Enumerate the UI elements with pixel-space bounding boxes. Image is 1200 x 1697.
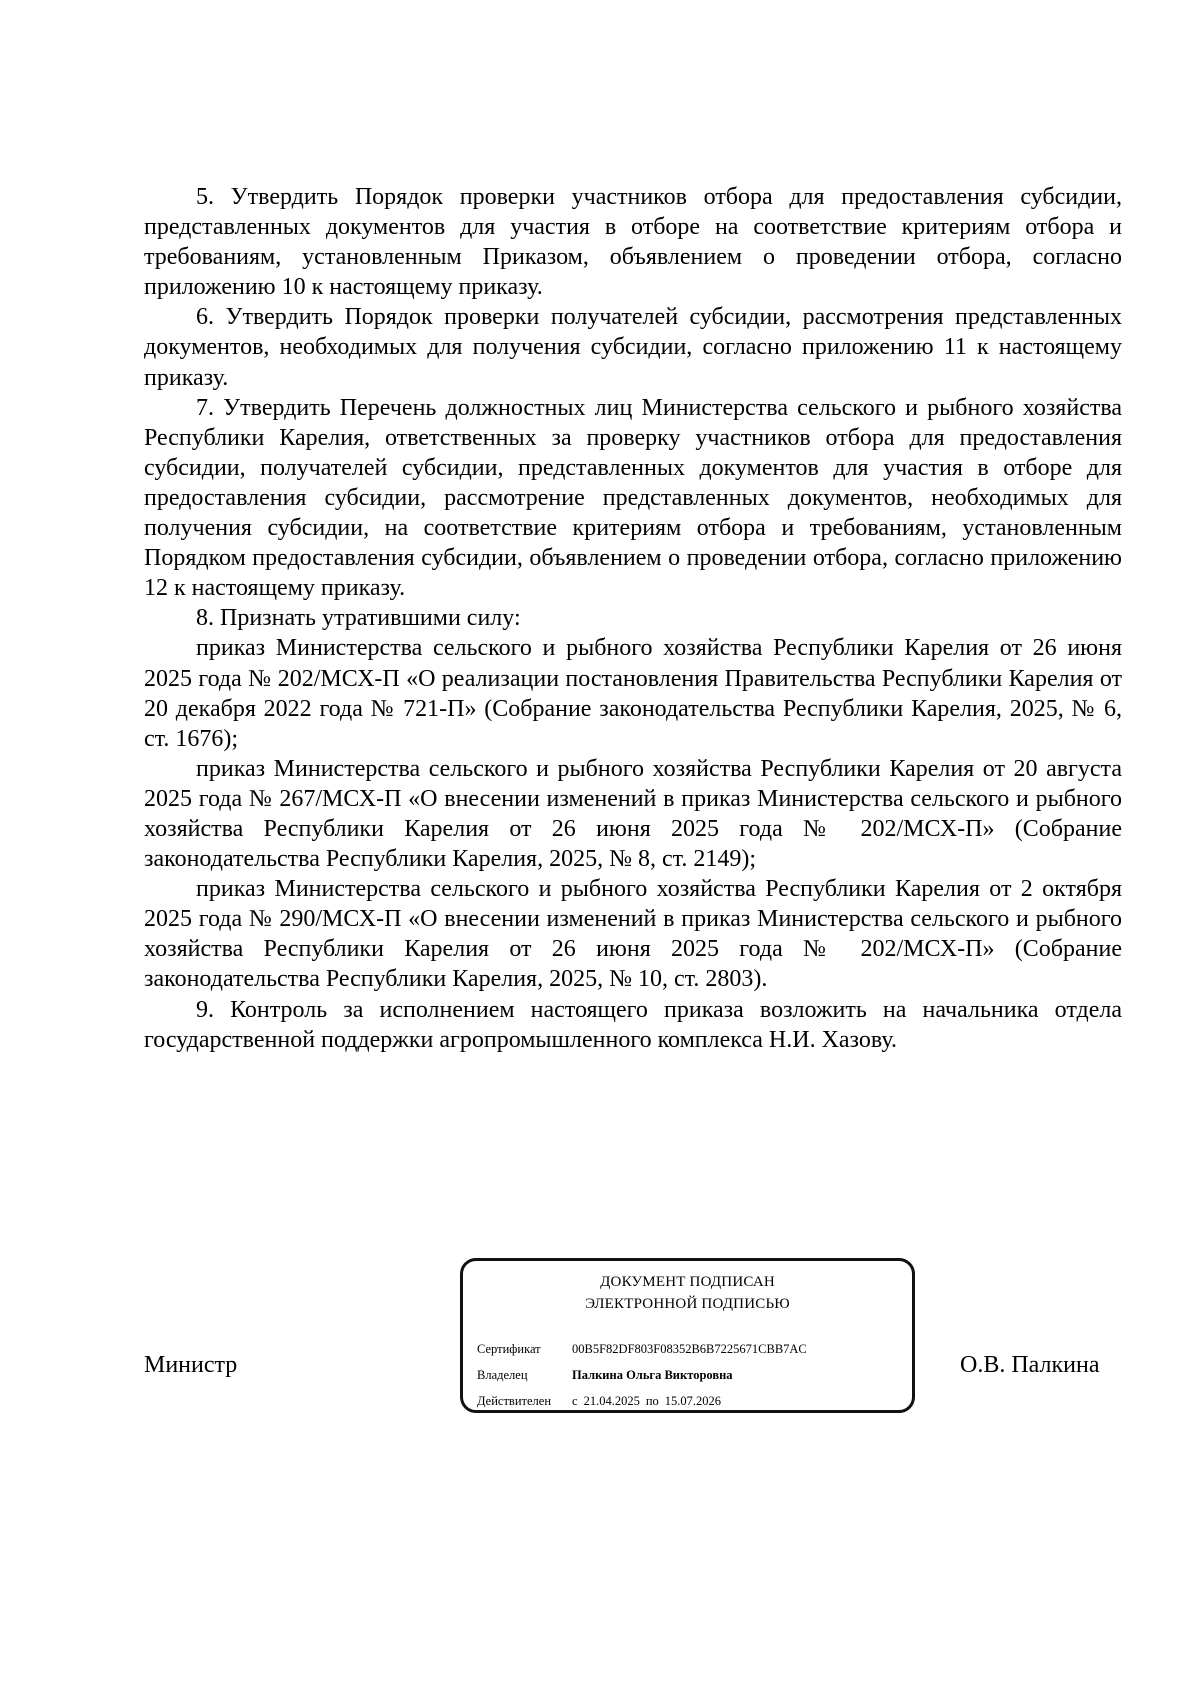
certificate-label: Сертификат <box>477 1342 541 1356</box>
stamp-owner-row <box>477 1362 807 1388</box>
valid-label: Действителен <box>477 1394 552 1408</box>
paragraph-item-9: 9. Контроль за исполнением настоящего приказа возложить на начальника отдела государственной поддержки агропромышленного комплекса Н.И. Хазову. <box>144 996 1122 1053</box>
valid-to-prefix: по <box>645 1394 659 1408</box>
stamp-title-line-1: ДОКУМЕНТ ПОДПИСАН <box>600 1274 775 1290</box>
stamp-validity-row <box>477 1388 807 1414</box>
stamp-header <box>463 1271 912 1315</box>
valid-from-date: 21.04.2025 <box>583 1394 640 1408</box>
electronic-signature-stamp <box>460 1258 915 1413</box>
stamp-title-line-2: ЭЛЕКТРОННОЙ ПОДПИСЬЮ <box>585 1296 790 1312</box>
signer-position: Министр <box>144 1352 238 1378</box>
signer-name: О.В. Палкина <box>960 1352 1100 1378</box>
repealed-order-2: приказ Министерства сельского и рыбного хозяйства Республики Карелия от 20 августа 2025 года № 267/МСХ-П «О внесении изменений в приказ Министерства сельского и рыбного хозяйства Республики Карелия от 26 июня 2025 года № 202/МСХ-П» (Собрание законодательства Республики Карелия, 2025, № 8, ст. 2149); <box>144 755 1122 873</box>
owner-value: Палкина Ольга Викторовна <box>572 1368 733 1382</box>
valid-from-prefix: с <box>572 1394 578 1408</box>
repealed-order-3: приказ Министерства сельского и рыбного хозяйства Республики Карелия от 2 октября 2025 года № 290/МСХ-П «О внесении изменений в приказ Министерства сельского и рыбного хозяйства Республики Карелия от 26 июня 2025 года № 202/МСХ-П» (Собрание законодательства Республики Карелия, 2025, № 10, ст. 2803). <box>144 876 1122 993</box>
valid-to-date: 15.07.2026 <box>664 1394 722 1408</box>
certificate-value: 00B5F82DF803F08352B6B7225671CBB7AC <box>572 1342 807 1356</box>
stamp-certificate-row <box>477 1336 807 1362</box>
stamp-details <box>477 1336 807 1414</box>
paragraph-item-8: 8. Признать утратившими силу: <box>196 605 521 632</box>
document-body <box>144 182 1122 1055</box>
paragraph-item-5: 5. Утвердить Порядок проверки участников отбора для предоставления субсидии, представленных документов для участия в отборе на соответствие критериям отбора и требованиям, установленным Приказом, объявлением о проведении отбора, согласно приложению 10 к настоящему приказу. <box>144 184 1122 301</box>
paragraph-item-6: 6. Утвердить Порядок проверки получателей субсидии, рассмотрения представленных документов, необходимых для получения субсидии, согласно приложению 11 к настоящему приказу. <box>144 304 1122 391</box>
repealed-order-1: приказ Министерства сельского и рыбного хозяйства Республики Карелия от 26 июня 2025 года № 202/МСХ-П «О реализации постановления Правительства Республики Карелия от 20 декабря 2022 года № 721-П» (Собрание законодательства Республики Карелия, 2025, № 6, ст. 1676); <box>144 635 1122 752</box>
paragraph-item-7: 7. Утвердить Перечень должностных лиц Министерства сельского и рыбного хозяйства Республики Карелия, ответственных за проверку участников отбора для предоставления субсидии, получателей субсидии, представленных документов для участия в отборе для предоставления субсидии, рассмотрение представленных документов, необходимых для получения субсидии, на соответствие критериям отбора и требованиям, установленным Порядком предоставления субсидии, объявлением о проведении отбора, согласно приложению 12 к настоящему приказу. <box>144 394 1122 602</box>
owner-label: Владелец <box>477 1368 528 1382</box>
